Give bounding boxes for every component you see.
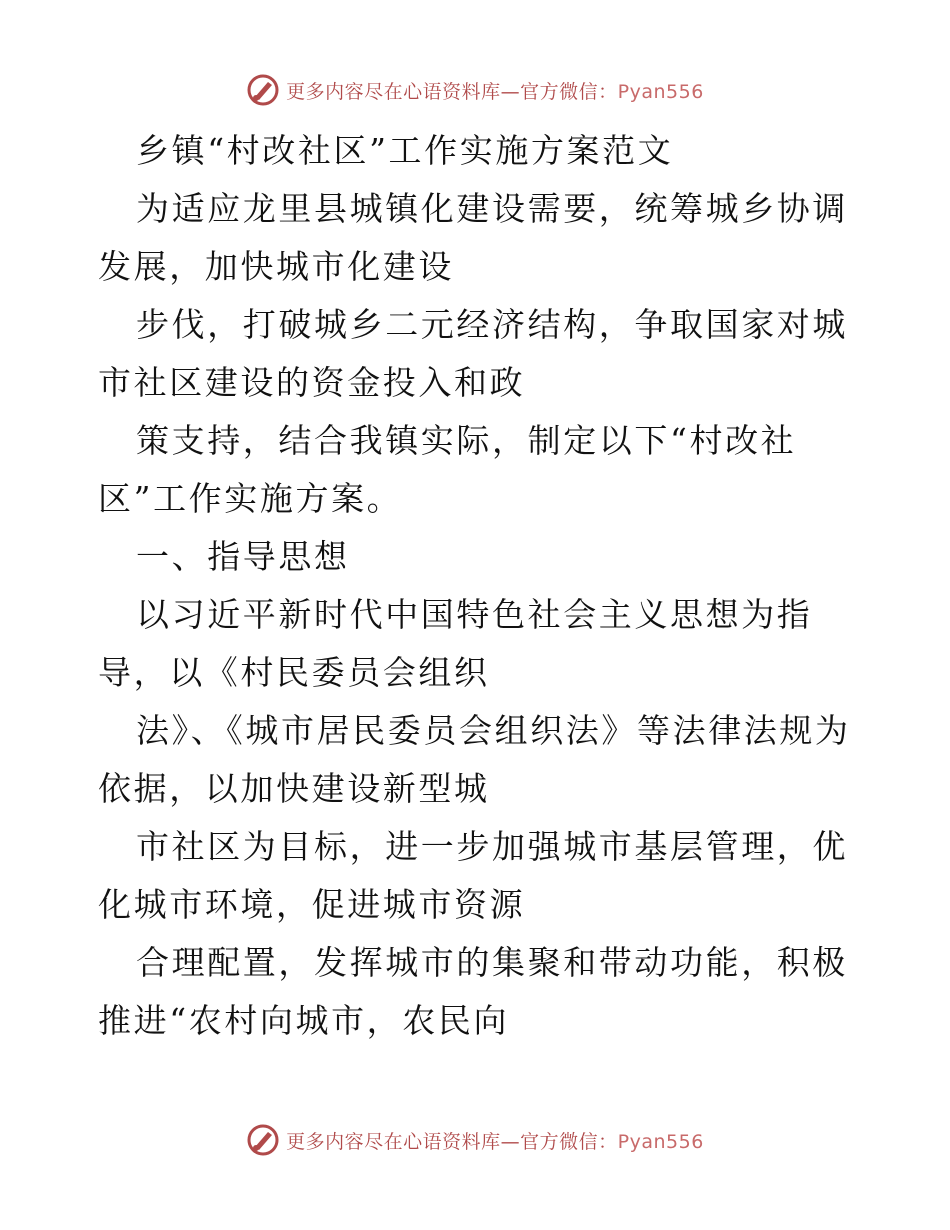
- header-watermark: [0, 70, 950, 110]
- paragraph: 为适应龙里县城镇化建设需要，统筹城乡协调发展，加快城市化建设: [98, 189, 848, 286]
- paragraph: 策支持，结合我镇实际，制定以下“村改社区”工作实施方案。: [98, 421, 797, 518]
- watermark-text: [286, 1127, 704, 1154]
- watermark-label: 更多内容尽在心语资料库—官方微信：: [286, 80, 618, 103]
- watermark-wechat-id: Pyan556: [617, 80, 704, 103]
- brush-logo-icon: [246, 1123, 280, 1157]
- watermark-label: 更多内容尽在心语资料库—官方微信：: [286, 1130, 618, 1153]
- paragraph: 以习近平新时代中国特色社会主义思想为指导，以《村民委员会组织: [98, 595, 813, 692]
- paragraph: 合理配置，发挥城市的集聚和带动功能，积极推进“农村向城市，农民向: [98, 943, 848, 1040]
- paragraph: 步伐，打破城乡二元经济结构，争取国家对城市社区建设的资金投入和政: [98, 305, 848, 402]
- paragraph: 市社区为目标，进一步加强城市基层管理，优化城市环境，促进城市资源: [98, 827, 848, 924]
- document-body: [98, 122, 858, 1050]
- document-title: 乡镇“村改社区”工作实施方案范文: [136, 131, 674, 170]
- section-heading: 一、指导思想: [136, 537, 350, 576]
- watermark-wechat-id: Pyan556: [617, 1130, 704, 1153]
- paragraph: 法》、《城市居民委员会组织法》等法律法规为依据，以加快建设新型城: [98, 711, 851, 808]
- brush-logo-icon: [246, 73, 280, 107]
- footer-watermark: [0, 1120, 950, 1160]
- watermark-text: [286, 77, 704, 104]
